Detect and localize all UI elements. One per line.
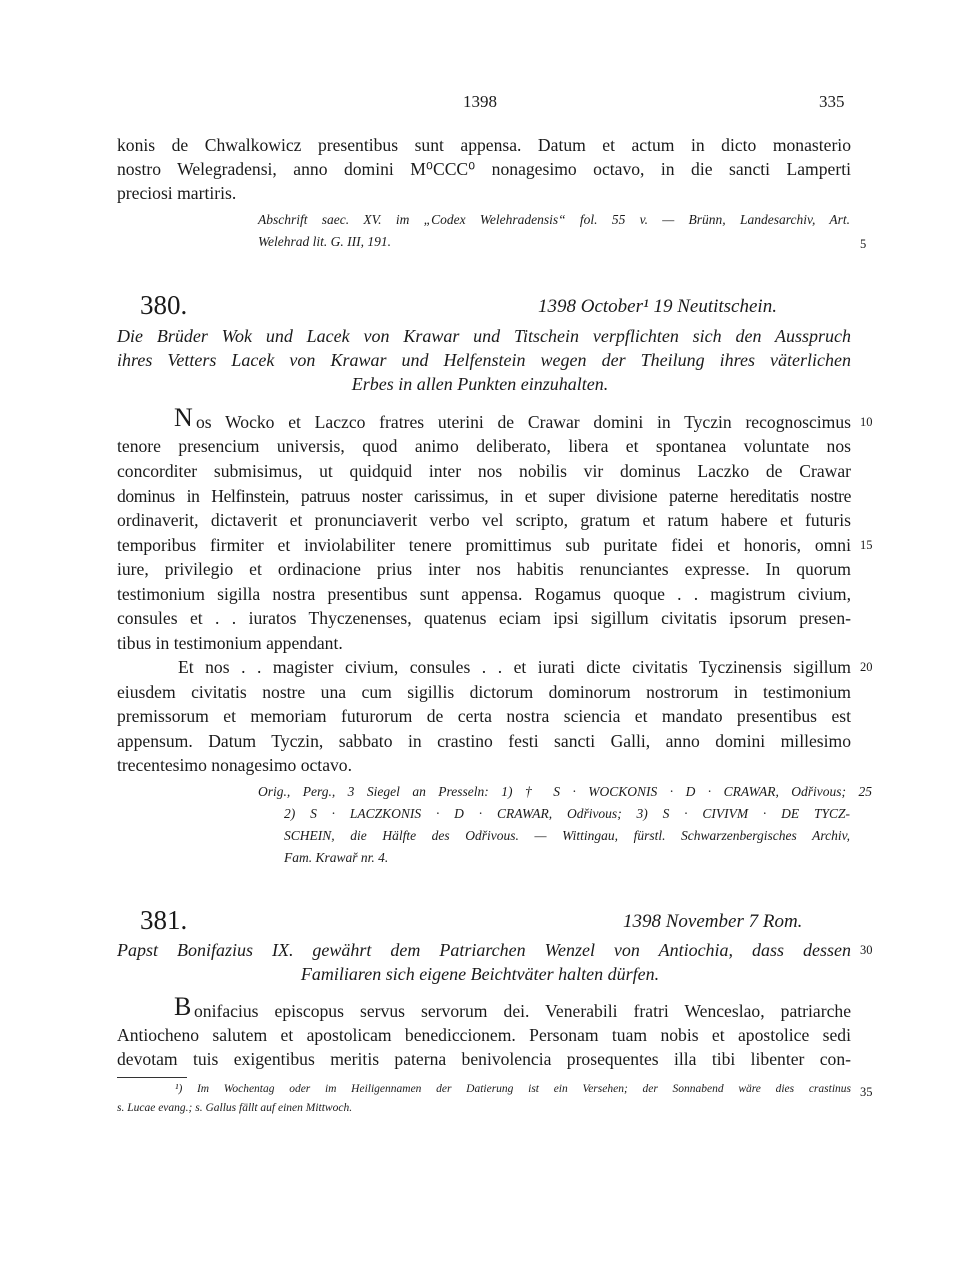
line-number: 20 [860,660,873,674]
regest-line: Papst Bonifazius IX. gewährt dem Patriarchen Wenzel von Antiochia, dass dessen [117,940,851,960]
source-line: Welehrad lit. G. III, 191. [258,234,391,249]
text-line: testimonium sigilla nostra presentibus sunt appensa. Rogamus quoque . . magistrum civium, [117,584,851,604]
footnote-line: s. Lucae evang.; s. Gallus fällt auf einen Mittwoch. [117,1102,353,1114]
text-line: tibus in testimonium appendant. [117,633,343,653]
text-line: os Wocko et Laczco fratres uterini de Crawar domini in Tyczin recognoscimus [196,412,851,432]
source-line: 2) S · LACZKONIS · D · CRAWAR, Odřivous; 3) S · CIVIVM · DE TYCZ- [284,806,850,821]
initial-letter: N [174,403,193,432]
text-line: consules et . . iuratos Thyczenenses, quatenus eciam ipsi sigillum civitatis ipsorum presen- [117,608,851,628]
source-line: SCHEIN, die Hälfte des Odřivous. — Wittingau, fürstl. Schwarzenbergisches Archiv, [284,828,850,843]
running-head-year: 1398 [463,92,497,111]
line-number: 15 [860,538,873,552]
source-line: Orig., Perg., 3 Siegel an Presseln: 1) † S · WOCKONIS · D · CRAWAR, Odřivous; 25 [258,784,872,799]
text-line: premissorum et memoriam futurorum de certa nostra sciencia et mandato presentibus est [117,706,851,726]
regest-line: Die Brüder Wok und Lacek von Krawar und Titschein verpflichten sich den Ausspruch [117,326,851,346]
document-date-place: 1398 November 7 Rom. [623,911,803,932]
footnote-rule [117,1077,187,1078]
text-line: appensum. Datum Tyczin, sabbato in crastino festi sancti Galli, anno domini millesimo [117,731,851,751]
text-line: dominus in Helfinstein, patruus noster carissimus, in et super divisione paterne hereditatis nostre [117,486,851,506]
text-line: preciosi martiris. [117,183,237,203]
line-number: 30 [860,943,873,957]
text-line: trecentesimo nonagesimo octavo. [117,755,352,775]
document-date-place: 1398 October¹ 19 Neutitschein. [538,296,777,317]
text-line: ordinaverit, dictaverit et pronunciaverit verbo vel scripto, gratum et ratum habere et futuris [117,510,851,530]
page-number: 335 [819,92,845,111]
text-line: devotam tuis exigentibus meritis paterna benivolencia prosequentes illa tibi libenter con- [117,1049,851,1069]
text-line: Et nos . . magister civium, consules . . et iurati dicte civitatis Tyczinensis sigillum [178,657,851,677]
document-number: 380. [140,290,188,320]
initial-letter: B [174,992,192,1021]
text-line: nostro Welegradensi, anno domini M⁰CCC⁰ nonagesimo octavo, in die sancti Lamperti [117,159,851,179]
document-number: 381. [140,905,188,935]
text-line: Antiocheno salutem et apostolicam benediccionem. Personam tuam nobis et apostolice sedi [117,1025,851,1045]
regest-line: ihres Vetters Lacek von Krawar und Helfenstein wegen der Theilung ihres väterlichen [117,350,851,370]
text-line: tenore presencium universis, quod animo deliberato, libera et spontanea voluntate nos [117,436,851,456]
text-line: konis de Chwalkowicz presentibus sunt appensa. Datum et actum in dicto monasterio [117,135,851,155]
text-line: temporibus firmiter et inviolabiliter tenere promittimus sub puritate fidei et honoris, omni [117,535,851,555]
source-line: Abschrift saec. XV. im „Codex Welehradensis“ fol. 55 v. — Brünn, Landesarchiv, Art. [258,212,850,227]
line-number: 10 [860,415,873,429]
text-line: iure, privilegio et ordinacione prius inter nos habitis renunciantes expresse. In quorum [117,559,851,579]
line-number: 5 [860,237,867,251]
footnote-line: ¹) Im Wochentag oder im Heiligennamen der Datierung ist ein Versehen; der Sonnabend wäre dies crastinus [175,1083,851,1095]
line-number: 35 [860,1085,873,1099]
regest-line: Erbes in allen Punkten einzuhalten. [351,374,609,394]
source-line: Fam. Krawař nr. 4. [284,850,389,865]
text-line: eiusdem civitatis nostre una cum sigillis dictorum dominorum nostrorum in testimonium [117,682,851,702]
text-line: onifacius episcopus servus servorum dei. Venerabili fratri Wenceslao, patriarche [194,1001,851,1021]
text-line: concorditer submisimus, ut quidquid inter nos nobilis vir dominus Laczko de Crawar [117,461,851,481]
regest-line: Familiaren sich eigene Beichtväter halten dürfen. [300,964,660,984]
